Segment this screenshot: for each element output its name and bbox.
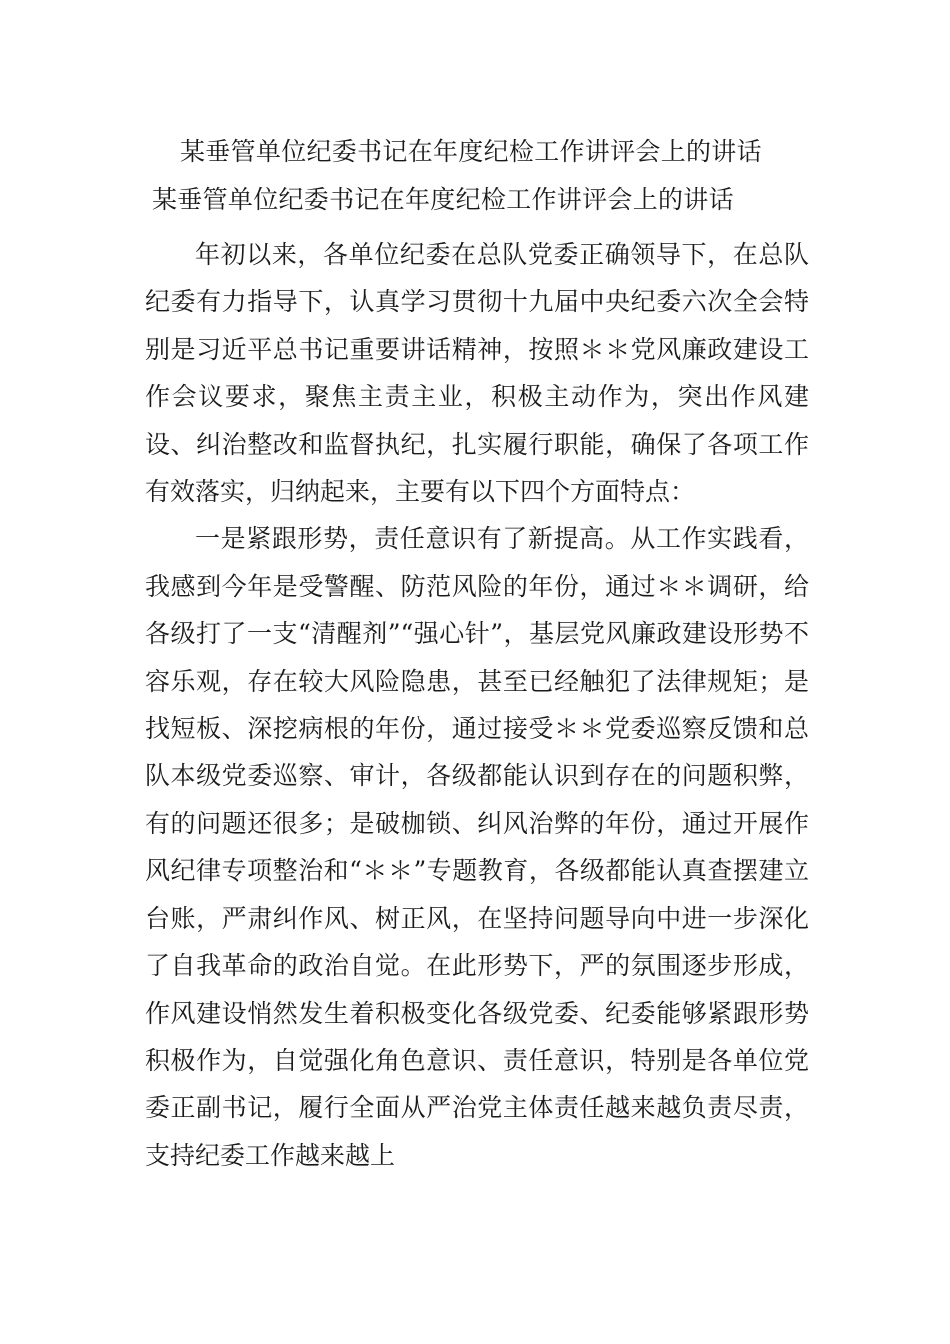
- document-subtitle: 某垂管单位纪委书记在年度纪检工作讲评会上的讲话: [152, 185, 734, 214]
- document-body: [145, 231, 809, 1179]
- paragraph-intro: 年初以来，各单位纪委在总队党委正确领导下，在总队纪委有力指导下，认真学习贯彻十九届中央纪委六次全会特别是习近平总书记重要讲话精神，按照＊＊党风廉政建设工作会议要求，聚焦主责主业，积极主动作为，突出作风建设、纠治整改和监督执纪，扎实履行职能，确保了各项工作有效落实，归纳起来，主要有以下四个方面特点：: [145, 240, 809, 507]
- document-title: 某垂管单位纪委书记在年度纪检工作讲评会上的讲话: [180, 137, 762, 166]
- paragraph-point-one: 一是紧跟形势，责任意识有了新提高。从工作实践看，我感到今年是受警醒、防范风险的年份，通过＊＊调研，给各级打了一支“清醒剂”“强心针”，基层党风廉政建设形势不容乐观，存在较大风险隐患，甚至已经触犯了法律规矩；是找短板、深挖病根的年份，通过接受＊＊党委巡察反馈和总队本级党委巡察、审计，各级都能认识到存在的问题积弊，有的问题还很多；是破枷锁、纠风治弊的年份，通过开展作风纪律专项整治和“＊＊”专题教育，各级都能认真查摆建立台账，严肃纠作风、树正风，在坚持问题导向中进一步深化了自我革命的政治自觉。在此形势下，严的氛围逐步形成，作风建设悄然发生着积极变化各级党委、纪委能够紧跟形势积极作为，自觉强化角色意识、责任意识，特别是各单位党委正副书记，履行全面从严治党主体责任越来越负责尽责，支持纪委工作越来越上: [145, 524, 809, 1170]
